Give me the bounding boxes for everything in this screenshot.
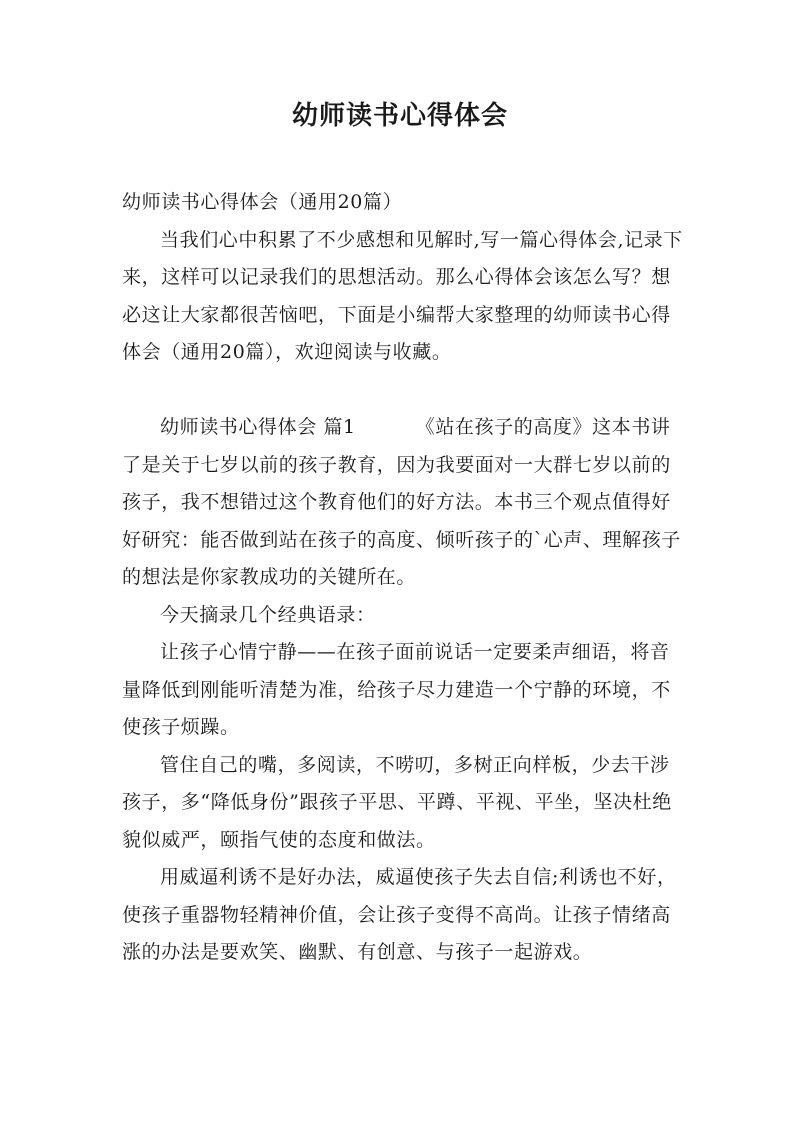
quote-paragraph-2: 管住自己的嘴，多阅读，不唠叨，多树正向样板，少去干涉孩子，多“降低身份”跟孩子平思、平蹲、平视、平坐，坚决杜绝貌似威严，颐指气使的态度和做法。 [122,753,672,851]
document-body [122,184,684,972]
paragraph-spacer [122,372,684,410]
intro-paragraph: 当我们心中积累了不少感想和见解时,写一篇心得体会,记录下来，这样可以记录我们的思想活动。那么心得体会该怎么写？想必这让大家都很苦恼吧，下面是小编帮大家整理的幼师读书心得体会（通用20篇），欢迎阅读与收藏。 [122,228,683,363]
document-subtitle: 幼师读书心得体会（通用20篇） [122,191,403,213]
section-heading: 幼师读书心得体会 篇1 [160,416,356,438]
quote-paragraph-1: 让孩子心情宁静——在孩子面前说话一定要柔声细语，将音量降低到刚能听清楚为准，给孩子尽力建造一个宁静的环境，不使孩子烦躁。 [122,641,671,738]
section-paragraph [122,409,684,597]
section-lead-text: 《站在孩子的高度》这本书讲了是关于七岁以前的孩子教育，因为我要面对一大群七岁以前的孩子，我不想错过这个教育他们的好方法。本书三个观点值得好好研究：能否做到站在孩子的高度、倾听孩子的`心声、理解孩子的想法是你家教成功的关键所在。 [122,416,681,588]
page-title: 幼师读书心得体会 [291,101,508,131]
quote-paragraph-3: 用威逼利诱不是好办法，威逼使孩子失去自信;利诱也不好，使孩子重器物轻精神价值，会让孩子变得不高尚。让孩子情绪高涨的办法是要欢笑、幽默、有创意、与孩子一起游戏。 [122,866,677,963]
quote-intro-paragraph: 今天摘录几个经典语录： [160,603,376,626]
